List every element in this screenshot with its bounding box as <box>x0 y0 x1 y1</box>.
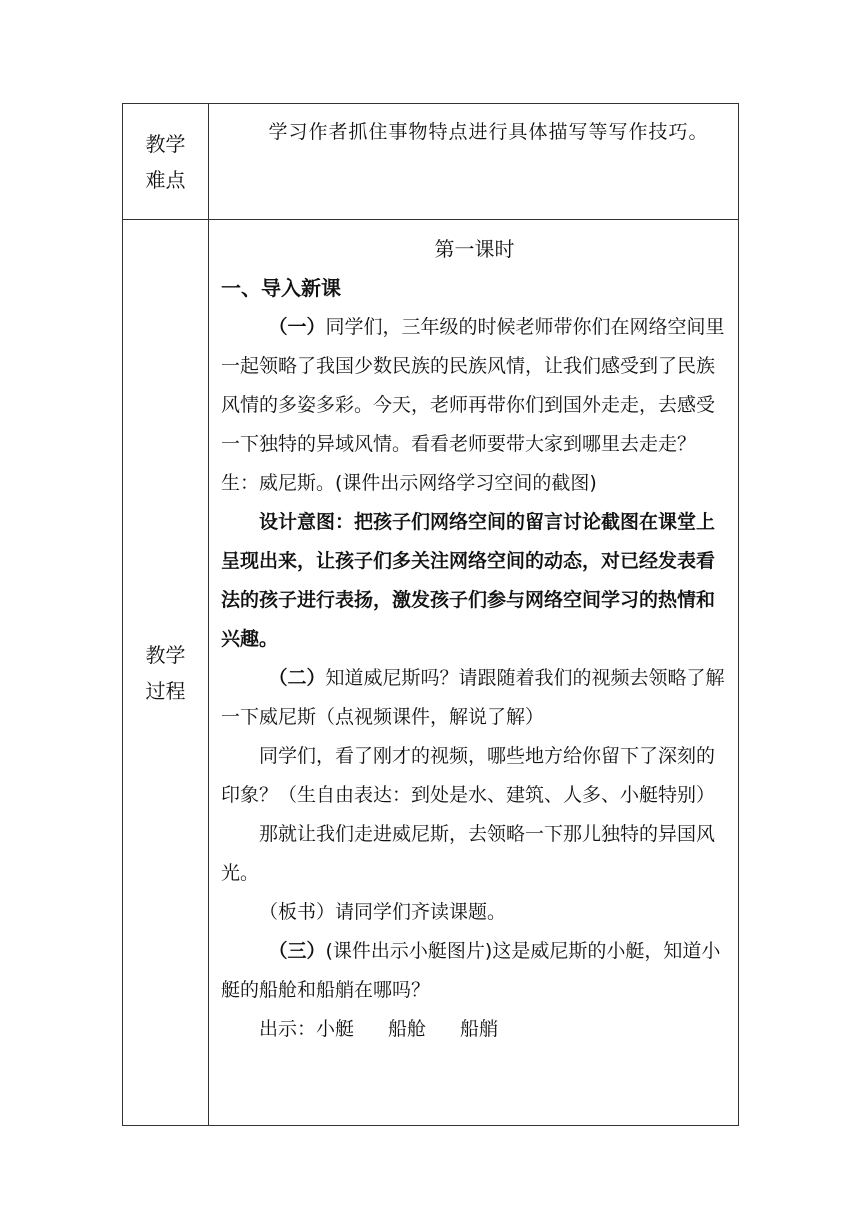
part1-text: 同学们，三年级的时候老师带你们在网络空间里一起领略了我国少数民族的民族风情，让我们感受到了民族风情的多姿多彩。今天，老师再带你们到国外走走，去感受一下独特的异域风情。看看老师要带大家到哪里去走走？生：威尼斯。(课件出示网络学习空间的截图) <box>221 316 725 494</box>
table-row-teaching-difficulty <box>123 104 739 220</box>
design-intent: 设计意图：把孩子们网络空间的留言讨论截图在课堂上呈现出来，让孩子们多关注网络空间的动态，对已经发表看法的孩子进行表扬，激发孩子们参与网络空间学习的热情和兴趣。 <box>221 511 716 650</box>
paragraph-enter: 那就让我们走进威尼斯，去领略一下那儿独特的异国风光。 <box>221 823 716 884</box>
table-row-teaching-process <box>123 220 739 1126</box>
show-item: 船艄 <box>460 1018 499 1040</box>
show-line <box>221 1010 728 1049</box>
content-teaching-difficulty <box>209 104 739 220</box>
label-line: 教学 <box>145 642 186 667</box>
paragraph-part2 <box>221 659 728 737</box>
part-marker: （一） <box>268 316 326 338</box>
label-teaching-difficulty <box>123 104 209 220</box>
part-marker: （三） <box>268 940 326 962</box>
paragraph-part1 <box>221 308 728 503</box>
label-line: 教学 <box>145 131 186 156</box>
label-line: 难点 <box>145 167 186 192</box>
part2-text: 知道威尼斯吗？请跟随着我们的视频去领略了解一下威尼斯（点视频课件，解说了解） <box>221 667 725 728</box>
lesson-title: 第一课时 <box>434 237 515 261</box>
part3-text: (课件出示小艇图片)这是威尼斯的小艇，知道小艇的船舱和船艄在哪吗？ <box>221 940 721 1001</box>
lesson-plan-table <box>122 103 739 1126</box>
label-teaching-process <box>123 220 209 1126</box>
label-line: 过程 <box>145 678 186 703</box>
paragraph-impression: 同学们，看了刚才的视频，哪些地方给你留下了深刻的印象？（生自由表达：到处是水、建筑、人多、小艇特别） <box>221 745 716 806</box>
section-heading: 一、导入新课 <box>221 276 341 300</box>
show-item: 小艇 <box>316 1018 355 1040</box>
part-marker: （二） <box>268 667 326 689</box>
show-item: 船舱 <box>388 1018 427 1040</box>
paragraph-board: （板书）请同学们齐读课题。 <box>259 901 507 923</box>
show-label: 出示： <box>259 1018 317 1040</box>
paragraph-part3 <box>221 932 728 1010</box>
content-teaching-process <box>209 220 739 1126</box>
difficulty-text: 学习作者抓住事物特点进行具体描写等写作技巧。 <box>268 121 709 143</box>
